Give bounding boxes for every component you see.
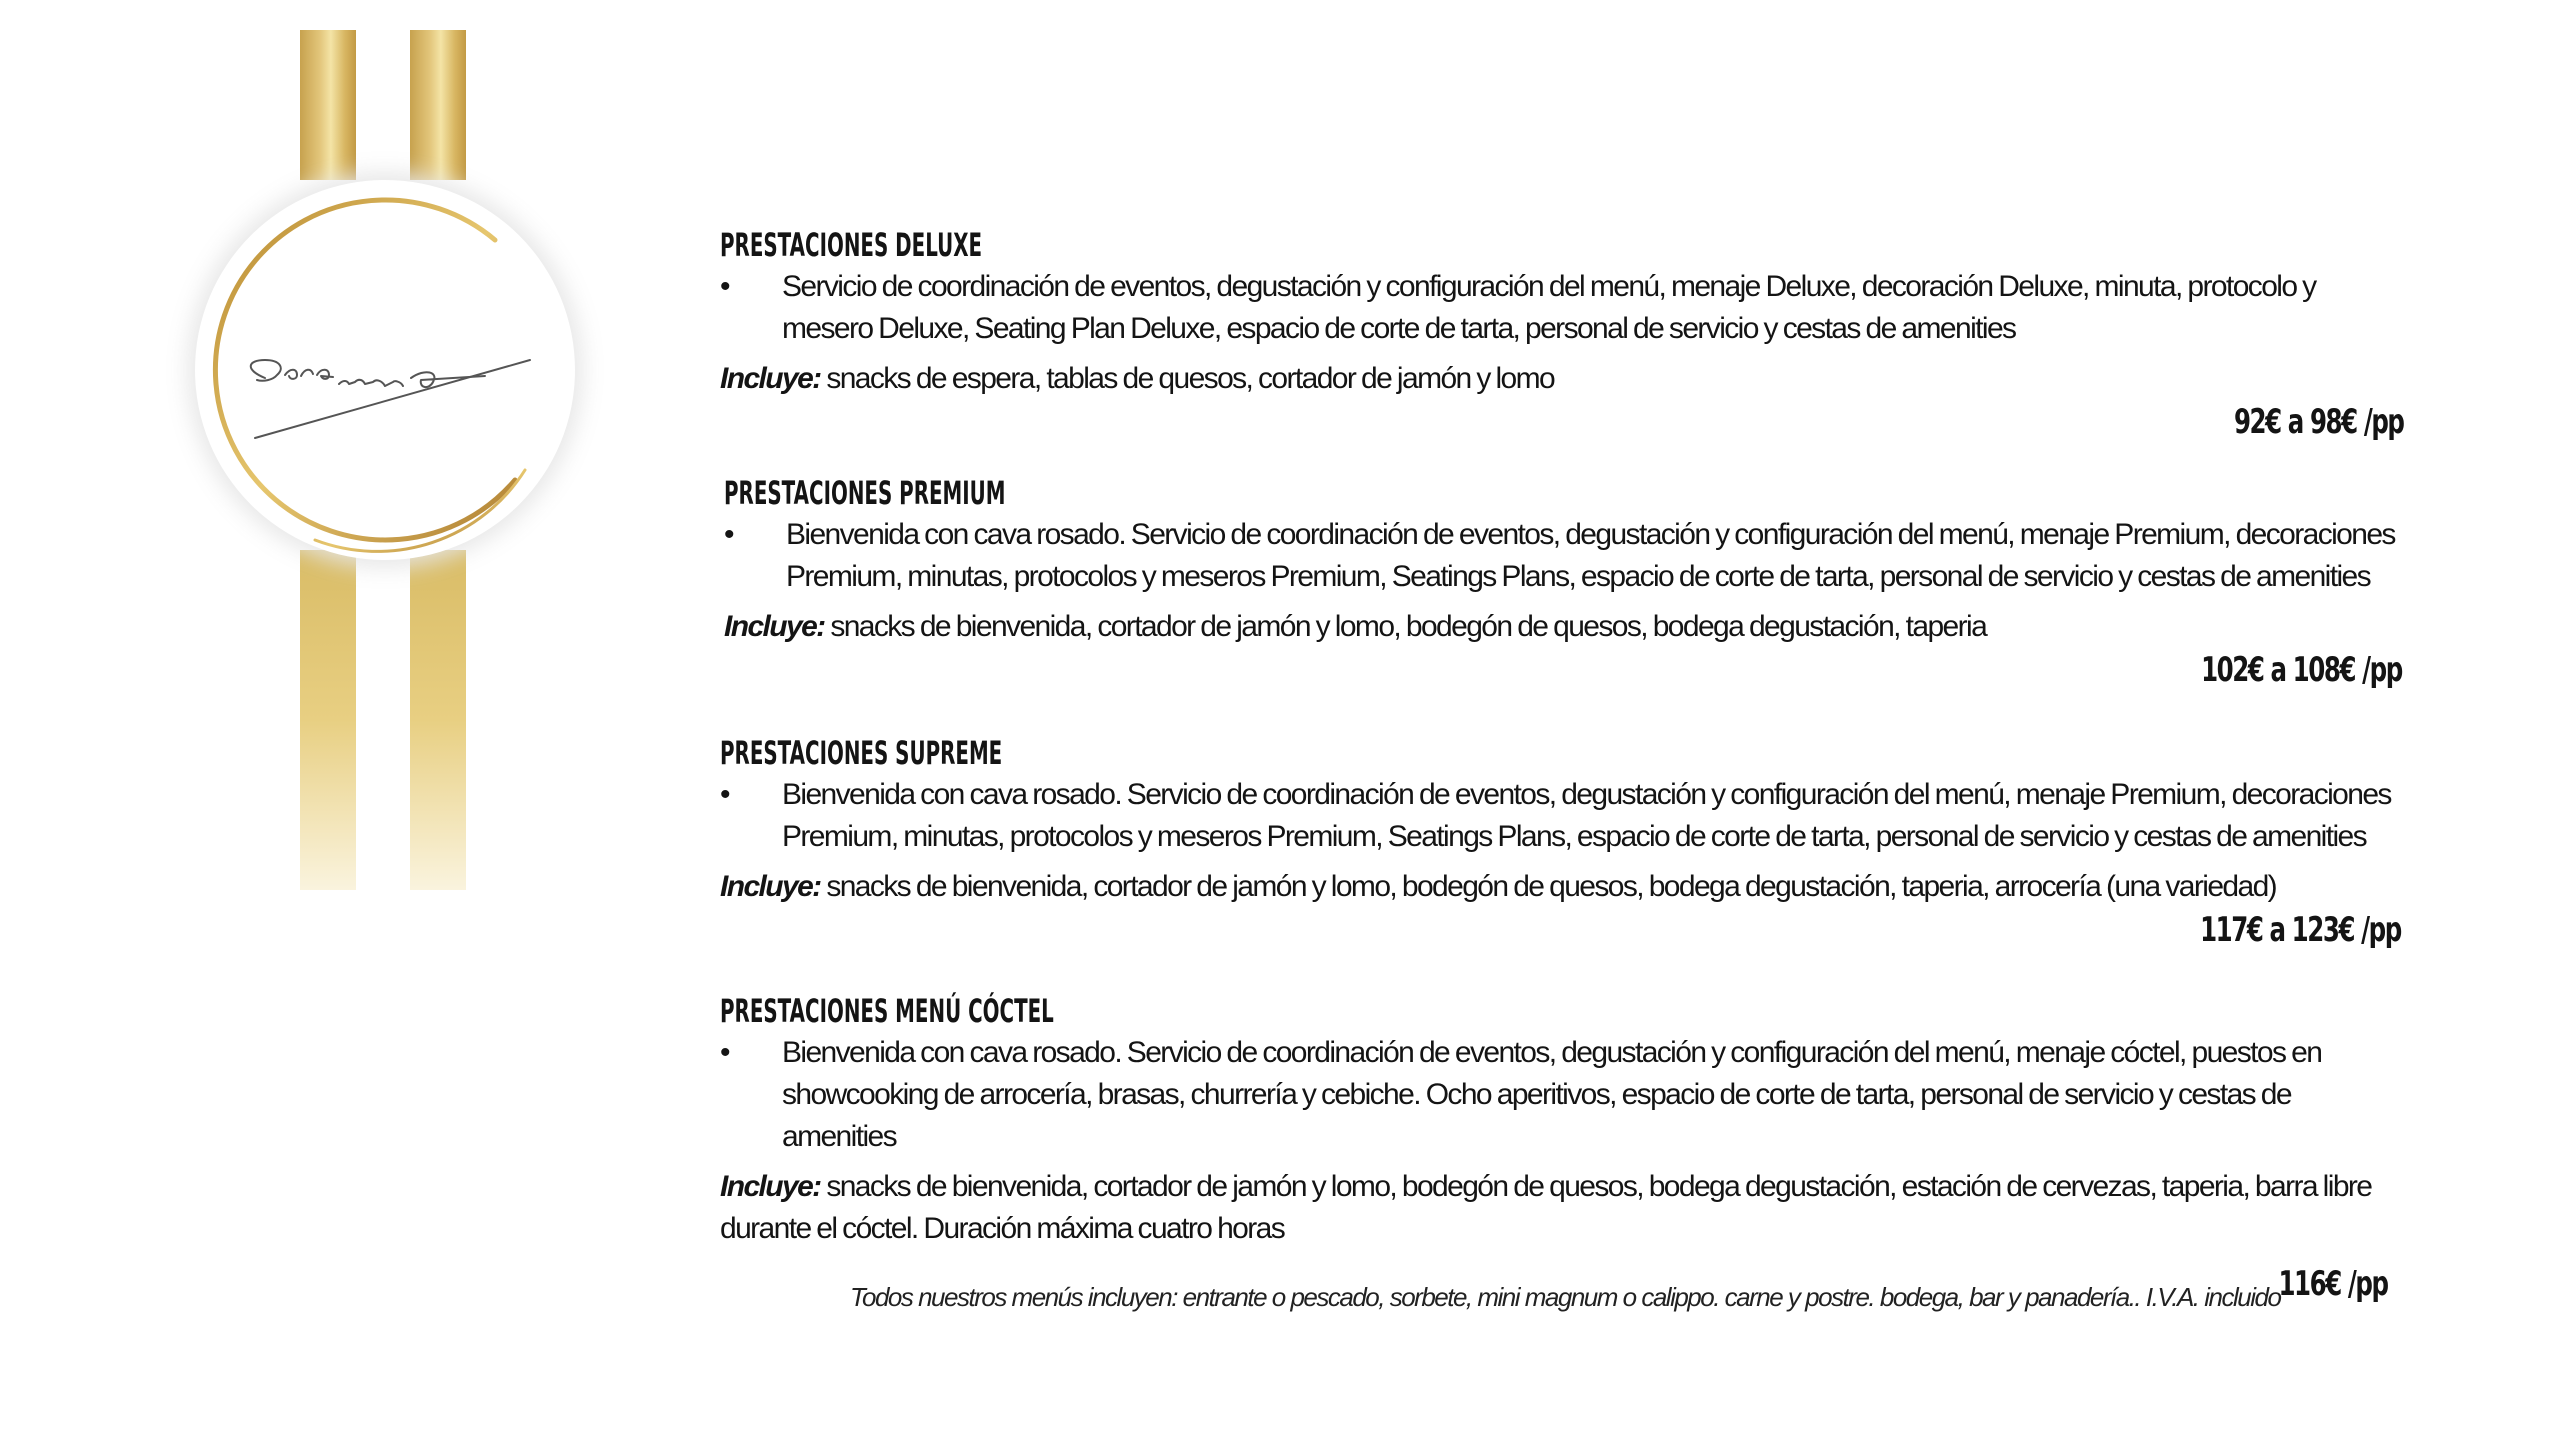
ribbon-bottom-left bbox=[300, 550, 356, 890]
price-text: 117€ a 123€ /pp bbox=[2200, 910, 2401, 950]
price bbox=[720, 400, 2405, 444]
services-bullet bbox=[720, 266, 2400, 350]
section-title: PRESTACIONES PREMIUM bbox=[724, 474, 1006, 512]
services-bullet bbox=[720, 1032, 2390, 1158]
price-text: 102€ a 108€ /pp bbox=[2201, 650, 2402, 690]
includes-label: Incluye: bbox=[720, 870, 821, 903]
section-title: PRESTACIONES DELUXE bbox=[720, 226, 983, 264]
section-title: PRESTACIONES MENÚ CÓCTEL bbox=[720, 992, 1054, 1030]
ribbon-top-right bbox=[410, 30, 466, 180]
services-bullet bbox=[720, 774, 2403, 858]
services-bullet bbox=[724, 514, 2404, 598]
price bbox=[724, 648, 2404, 692]
section-menu-coctel bbox=[720, 990, 2390, 1306]
includes-label: Incluye: bbox=[720, 1170, 821, 1203]
includes-text: snacks de bienvenida, cortador de jamón y lomo, bodegón de quesos, bodega degustación, estación de cervezas, taperia, barra libre durante el cóctel. Duración máxima cuatro horas bbox=[720, 1170, 2372, 1245]
price-text: 92€ a 98€ /pp bbox=[2233, 402, 2403, 442]
price bbox=[720, 908, 2403, 952]
ribbon-top-left bbox=[300, 30, 356, 180]
services-text: Bienvenida con cava rosado. Servicio de coordinación de eventos, degustación y configuración del menú, menaje Premium, decoraciones Premium, minutas, protocolos y meseros Premium, Seatings Plans, espacio de corte de tarta, personal de servicio y cestas de amenities bbox=[786, 518, 2395, 593]
signature-logo-icon bbox=[235, 320, 545, 440]
includes-line bbox=[720, 866, 2403, 908]
includes-text: snacks de bienvenida, cortador de jamón y lomo, bodegón de quesos, bodega degustación, taperia, arrocería (una variedad) bbox=[820, 870, 2277, 903]
includes-label: Incluye: bbox=[720, 362, 821, 395]
section-supreme bbox=[720, 732, 2403, 952]
services-text: Bienvenida con cava rosado. Servicio de coordinación de eventos, degustación y configuración del menú, menaje Premium, decoraciones Premium, minutas, protocolos y meseros Premium, Seatings Plans, espacio de corte de tarta, personal de servicio y cestas de amenities bbox=[782, 778, 2391, 853]
section-premium bbox=[724, 472, 2404, 692]
logo-disc bbox=[195, 180, 575, 560]
section-deluxe bbox=[720, 224, 2403, 444]
bullet-icon: • bbox=[720, 778, 729, 811]
services-text: Servicio de coordinación de eventos, degustación y configuración del menú, menaje Deluxe, decoración Deluxe, minuta, protocolo y mesero Deluxe, Seating Plan Deluxe, espacio de corte de tarta, personal de servicio y cestas de amenities bbox=[782, 270, 2316, 345]
includes-line bbox=[724, 606, 2404, 648]
bullet-icon: • bbox=[720, 1036, 729, 1069]
services-text: Bienvenida con cava rosado. Servicio de coordinación de eventos, degustación y configuración del menú, menaje cóctel, puestos en showcooking de arrocería, brasas, churrería y cebiche. Ocho aperitivos, espacio de corte de tarta, personal de servicio y cestas de amenities bbox=[782, 1036, 2322, 1153]
includes-text: snacks de espera, tablas de quesos, cortador de jamón y lomo bbox=[820, 362, 1555, 395]
includes-label: Incluye: bbox=[724, 610, 825, 643]
bullet-icon: • bbox=[720, 270, 729, 303]
section-title: PRESTACIONES SUPREME bbox=[720, 734, 1003, 772]
bullet-icon: • bbox=[724, 518, 733, 551]
price-text: 116€ /pp bbox=[2278, 1264, 2388, 1304]
brand-emblem bbox=[180, 30, 620, 870]
footnote: Todos nuestros menús incluyen: entrante o pescado, sorbete, mini magnum o calippo. carne y postre. bodega, bar y panadería.. I.V.A. incluido bbox=[850, 1282, 2281, 1312]
includes-line bbox=[720, 1166, 2390, 1250]
ribbon-bottom-right bbox=[410, 550, 466, 890]
includes-line bbox=[720, 358, 2400, 400]
includes-text: snacks de bienvenida, cortador de jamón y lomo, bodegón de quesos, bodega degustación, taperia bbox=[824, 610, 1987, 643]
